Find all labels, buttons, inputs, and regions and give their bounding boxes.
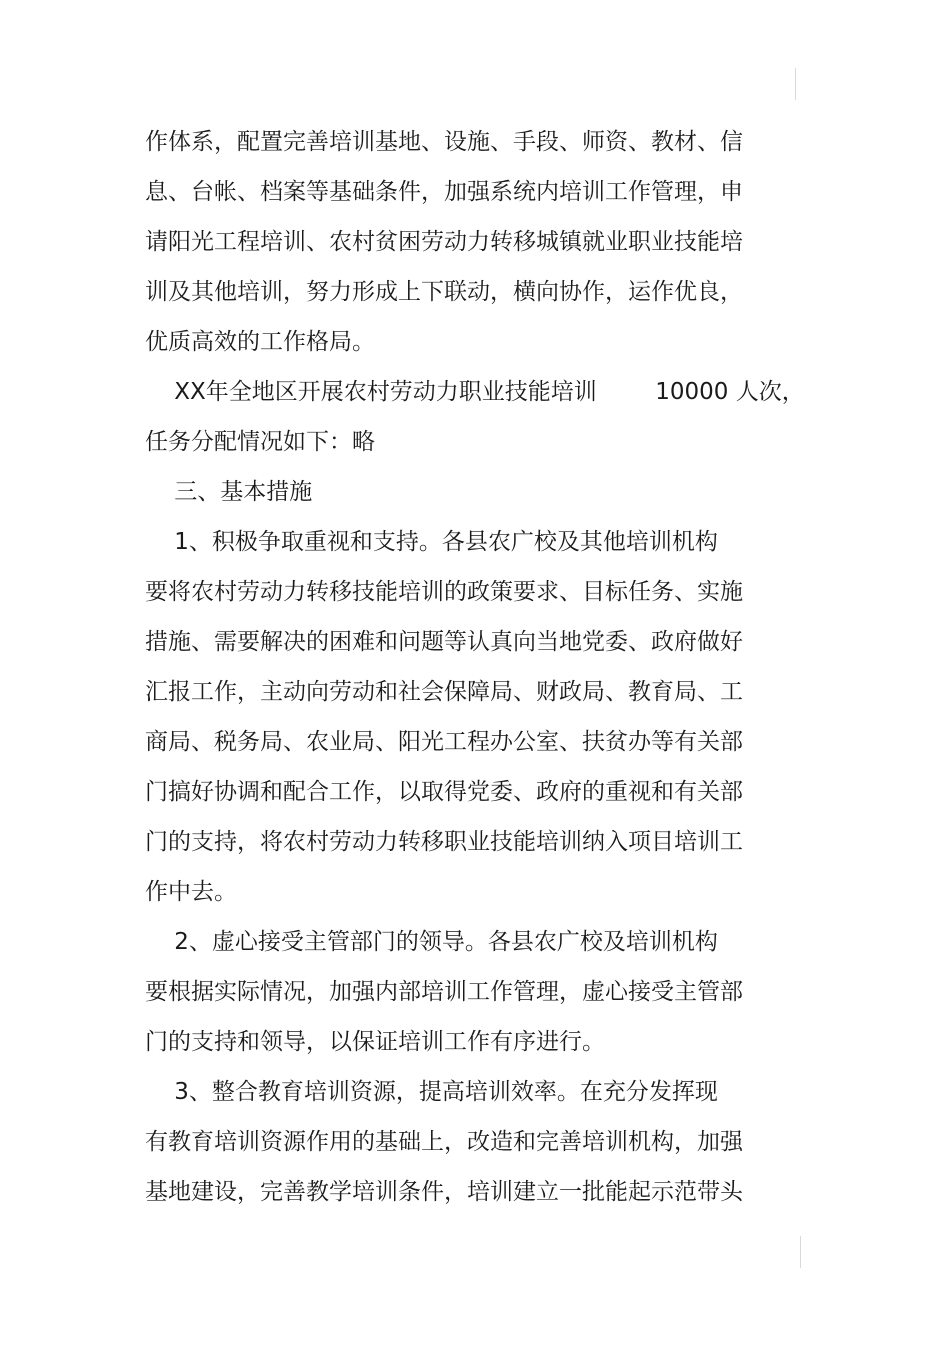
text-line-15: 门的支持，将农村劳动力转移职业技能培训纳入项目培训工 xyxy=(145,829,743,855)
text-line-11: 措施、需要解决的困难和问题等认真向当地党委、政府做好 xyxy=(145,629,743,655)
text-line-20: 3、整合教育培训资源，提高培训效率。在充分发挥现 xyxy=(145,1079,718,1105)
text-line-4: 训及其他培训，努力形成上下联动，横向协作，运作优良， xyxy=(145,279,743,305)
text-line-10: 要将农村劳动力转移技能培训的政策要求、目标任务、实施 xyxy=(145,579,743,605)
text-line-5: 优质高效的工作格局。 xyxy=(145,329,375,355)
text-line-1: 作体系，配置完善培训基地、设施、手段、师资、教材、信 xyxy=(145,129,743,155)
text-line-6: XX年全地区开展农村劳动力职业技能培训 10000 人次， xyxy=(145,379,805,405)
section-heading: 三、基本措施 xyxy=(145,479,313,505)
text-line-14: 门搞好协调和配合工作，以取得党委、政府的重视和有关部 xyxy=(145,779,743,805)
page-edge-mark-bottom xyxy=(800,1236,801,1268)
text-line-16: 作中去。 xyxy=(145,879,237,905)
text-line-18: 要根据实际情况，加强内部培训工作管理，虚心接受主管部 xyxy=(145,979,743,1005)
text-line-22: 基地建设，完善教学培训条件，培训建立一批能起示范带头 xyxy=(145,1179,743,1205)
text-line-9: 1、积极争取重视和支持。各县农广校及其他培训机构 xyxy=(145,529,718,555)
text-line-7: 任务分配情况如下：略 xyxy=(145,429,375,455)
text-line-19: 门的支持和领导，以保证培训工作有序进行。 xyxy=(145,1029,605,1055)
text-line-3: 请阳光工程培训、农村贫困劳动力转移城镇就业职业技能培 xyxy=(145,229,743,255)
text-line-2: 息、台帐、档案等基础条件，加强系统内培训工作管理，申 xyxy=(145,179,743,205)
page-edge-mark-top xyxy=(795,68,796,100)
text-line-13: 商局、税务局、农业局、阳光工程办公室、扶贫办等有关部 xyxy=(145,729,743,755)
text-line-21: 有教育培训资源作用的基础上，改造和完善培训机构，加强 xyxy=(145,1129,743,1155)
text-line-12: 汇报工作，主动向劳动和社会保障局、财政局、教育局、工 xyxy=(145,679,743,705)
text-line-17: 2、虚心接受主管部门的领导。各县农广校及培训机构 xyxy=(145,929,718,955)
